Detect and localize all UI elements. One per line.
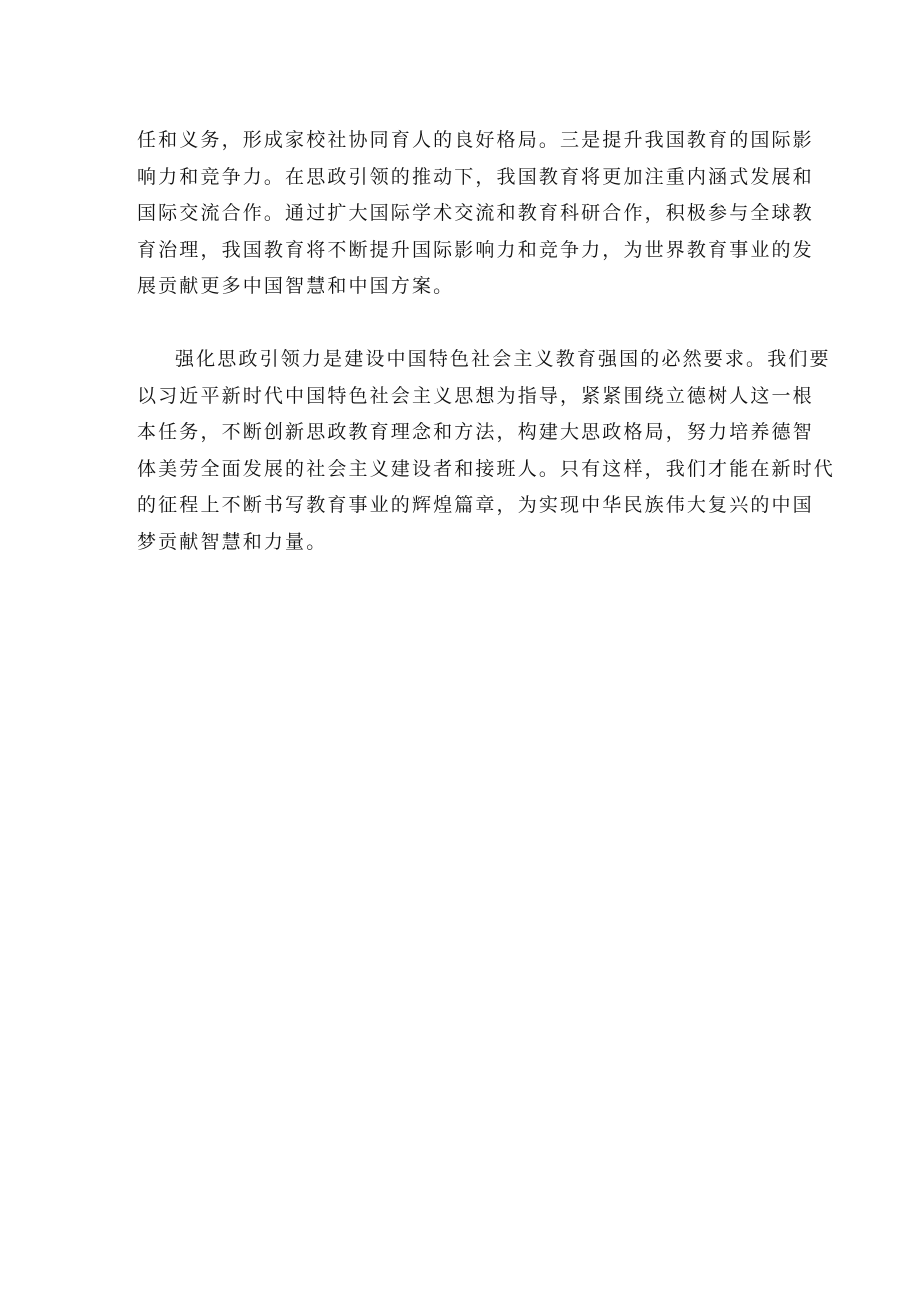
text-line: 展贡献更多中国智慧和中国方案。: [137, 275, 455, 298]
text-line: 强化思政引领力是建设中国特色社会主义教育强国的必然要求。我们要: [175, 347, 831, 370]
text-line: 国际交流合作。通过扩大国际学术交流和教育科研合作，积极参与全球教: [137, 202, 814, 225]
paragraph-spacer: [137, 305, 787, 341]
document-body: [137, 122, 835, 561]
text-line: 的征程上不断书写教育事业的辉煌篇章，为实现中华民族伟大复兴的中国: [137, 494, 814, 517]
text-line: 响力和竞争力。在思政引领的推动下，我国教育将更加注重内涵式发展和: [137, 165, 814, 188]
text-line: 育治理，我国教育将不断提升国际影响力和竞争力，为世界教育事业的发: [137, 238, 814, 261]
text-line: 任和义务，形成家校社协同育人的良好格局。三是提升我国教育的国际影: [137, 129, 814, 151]
paragraph-conclusion: [137, 341, 835, 561]
text-line: 本任务，不断创新思政教育理念和方法，构建大思政格局，努力培养德智: [137, 421, 814, 444]
paragraph-continued: [137, 122, 814, 305]
text-line: 以习近平新时代中国特色社会主义思想为指导，紧紧围绕立德树人这一根: [137, 384, 814, 407]
text-line: 梦贡献智慧和力量。: [137, 530, 328, 553]
text-line: 体美劳全面发展的社会主义建设者和接班人。只有这样，我们才能在新时代: [137, 457, 835, 480]
